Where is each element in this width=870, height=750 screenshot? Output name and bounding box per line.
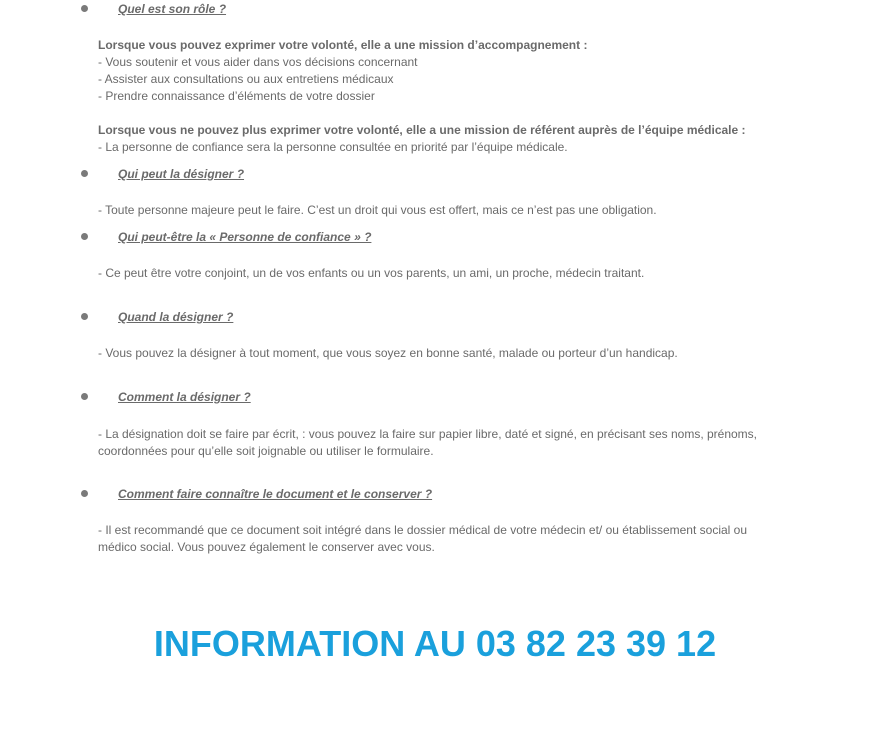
paragraph-line: - Toute personne majeure peut le faire. C’est un droit qui vous est offert, mais ce n’est pas une obligation. — [98, 203, 657, 217]
bullet-icon — [81, 313, 88, 320]
paragraph-line: Lorsque vous pouvez exprimer votre volonté, elle a une mission d’accompagnement : — [98, 38, 588, 52]
paragraph-line: - Il est recommandé que ce document soit intégré dans le dossier médical de votre médecin et/ ou établissement social ou — [98, 523, 748, 537]
bullet-icon — [81, 490, 88, 497]
heading-when: Quand la désigner ? — [118, 310, 234, 324]
paragraph-line: Lorsque vous ne pouvez plus exprimer votre volonté, elle a une mission de référent auprès de l’équipe médicale : — [98, 123, 746, 137]
paragraph-line: - Ce peut être votre conjoint, un de vos enfants ou un vos parents, un ami, un proche, médecin traitant. — [98, 266, 645, 280]
heading-keep-document: Comment faire connaître le document et le conserver ? — [118, 487, 433, 501]
bullet-icon — [81, 233, 88, 240]
paragraph-line: - Vous soutenir et vous aider dans vos décisions concernant — [98, 55, 418, 69]
paragraph-line: - La personne de confiance sera la personne consultée en priorité par l’équipe médicale. — [98, 140, 568, 154]
bullet-icon — [81, 393, 88, 400]
bullet-icon — [81, 170, 88, 177]
paragraph-line: coordonnées pour qu’elle soit joignable ou utiliser le formulaire. — [98, 444, 434, 458]
paragraph-line: médico social. Vous pouvez également le conserver avec vous. — [98, 540, 435, 554]
heading-who-can-be: Qui peut-être la « Personne de confiance » ? — [118, 230, 372, 244]
information-phone: INFORMATION AU 03 82 23 39 12 — [153, 623, 717, 664]
bullet-icon — [81, 5, 88, 12]
paragraph-line: - La désignation doit se faire par écrit, : vous pouvez la faire sur papier libre, daté et signé, en précisant ses noms, prénoms, — [98, 427, 758, 441]
paragraph-line: - Prendre connaissance d’éléments de votre dossier — [98, 89, 375, 103]
paragraph-line: - Assister aux consultations ou aux entretiens médicaux — [98, 72, 394, 86]
heading-how: Comment la désigner ? — [118, 390, 251, 404]
paragraph-line: - Vous pouvez la désigner à tout moment, que vous soyez en bonne santé, malade ou porteur d’un handicap. — [98, 346, 678, 360]
heading-who-designates: Qui peut la désigner ? — [118, 167, 245, 181]
heading-role: Quel est son rôle ? — [118, 2, 227, 16]
